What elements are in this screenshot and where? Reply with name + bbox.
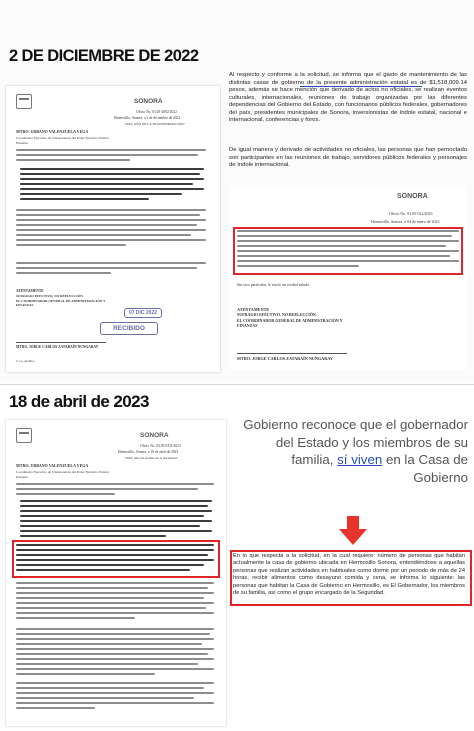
letter-motto-3: "2023, Año del Arcillo de la Ascensión" (124, 456, 179, 460)
excerpt-inhabitants: En lo que respecta a la solicitud, en la cual requiere: número de personas que habitan actualmente la casa de gobierno ubicada en Hermosillo Sonora, entendiéndose a aquellas personas que realizan actividades en habituales como dormir por un periodo de más de 24 horas, recibir alimentos como desayuno comida y cena, se informa lo siguiente: las personas que habitan la Casa de Gobierno en Hermosillo, es El Gobernador, los miembros de su familia, así como el grupo encargado de la Seguridad. (233, 553, 465, 597)
excerpt-overnight-guests: De igual manera y derivado de actividades no oficiales, las personas que han pernoctado son participantes en las reuniones de trabajo, servidores públicos federales y personajes de índole internacional. (229, 147, 467, 169)
office-reference-3: Oficio No. 03.05-0XX/2023 (140, 444, 181, 448)
red-arrow-down-icon (338, 516, 368, 546)
date-stamp: 07 DIC 2022 (124, 308, 162, 318)
headline-text-2: en la Casa de Gobierno (382, 452, 468, 485)
section-date-title: 2 DE DICIEMBRE DE 2022 (9, 47, 199, 65)
headline-family-lives (236, 416, 468, 486)
signer-name: MTRO. JORGE CARLOS ZATARAÍN NUNGARAY (16, 345, 99, 349)
carbon-copy: C.c.p. Archivo (16, 359, 35, 363)
recipient-name-3: MTRO. URBANO VALENZUELA VEGA (16, 463, 89, 468)
letter-city-date: Hermosillo, Sonora, a 2 de diciembre de 2022 (114, 116, 181, 120)
section-divider (0, 384, 474, 385)
letter-response-paragraph-2 (16, 262, 206, 277)
closing-role: EL COORDINADOR GENERAL DE ADMINISTRACIÓN Y FINANZAS (16, 299, 106, 308)
office-reference: Oficio No. 03.05-2082/2022 (136, 110, 177, 114)
letter3-request-quote (20, 500, 212, 540)
section-2023 (0, 386, 474, 731)
letter-city-date-3: Hermosillo, Sonora, a 18 de abril de 2023 (118, 450, 179, 454)
excerpt-maintenance-cost: Al respecto y conforme a la solicitud, se informa que el gasto de mantenimiento de las distintas casas de gobierno de la presente administración estatal es de $1,518,009.14 pesos, además se hace mención que derivado de actos no oficiales, se realizan eventos culturales, internacionales, reuniones de trabajo organizadas por las diferentes dependencias del Gobierno del Estado, con funcionarios públicos federales, gobernadores del país, presidentes municipales de Sonora, inversionistas de índole estatal, nacional e internacional, conferencias y foros. (229, 72, 467, 124)
signer-name-2: MTRO. JORGE CARLOS ZATARAÍN NUNGARAY (237, 356, 333, 361)
sonora-logo-3: SONORA (140, 432, 169, 439)
closing-role-2: EL COORDINADOR GENERAL DE ADMINISTRACIÓN Y FINANZAS (237, 318, 343, 328)
section-date-title-2: 18 de abril de 2023 (9, 392, 149, 411)
state-crest-logo-2 (16, 428, 32, 443)
closing-line-2: Sin otro particular, le envío un cordial saludo. (237, 282, 311, 287)
letter-request-quote (20, 168, 204, 203)
sonora-logo: SONORA (134, 98, 163, 105)
letter3-legal-paragraph-3 (16, 682, 214, 712)
headline-highlight: sí viven (337, 452, 383, 468)
state-crest-logo (16, 94, 32, 109)
recipient-role: Coordinador Ejecutivo de Transparencia del Poder Ejecutivo Estatal (16, 136, 109, 140)
official-letter-2022 (6, 86, 220, 372)
closing-atentamente: ATENTAMENTE (16, 289, 44, 293)
letter3-legal-paragraph (16, 582, 214, 622)
amount-underline (300, 86, 422, 87)
closing-atentamente-2: ATENTAMENTE (237, 307, 270, 312)
headline-text-1: Gobierno reconoce que el gobernador del Estado y los miembros de su familia, (243, 417, 468, 468)
letter-body-paragraph (16, 149, 206, 164)
letter-motto: "2022, AÑO DE LA TRANSFORMACIÓN" (124, 122, 186, 126)
received-stamp: RECIBIDO (100, 322, 158, 335)
letter3-intro (16, 483, 214, 498)
office-reference-2: Oficio No. 03.05-012/2023 (389, 211, 433, 216)
closing-motto-2: SUFRAGIO EFECTIVO. NO REELECCIÓN. (237, 312, 317, 317)
letter3-legal-paragraph-2 (16, 628, 214, 678)
recipient-salute-3: Presente. (16, 475, 29, 479)
letter-response-paragraph (16, 209, 206, 249)
recipient-role-3: Coordinador Ejecutivo de Transparencia del Poder Ejecutivo Estatal (16, 470, 109, 474)
highlight-frame-2022 (233, 227, 463, 275)
letter-city-date-2: Hermosillo, Sonora, a 04 de enero de 2023 (371, 219, 440, 224)
signature-line-2 (237, 353, 347, 354)
sonora-logo-2: SONORA (397, 193, 428, 200)
official-letter-2023-04 (6, 420, 226, 726)
recipient-name: MTRO. URBANO VALENZUELA VEGA (16, 129, 89, 134)
official-letter-2023-01 (229, 185, 467, 370)
signature-line (16, 342, 106, 343)
closing-motto: SUFRAGIO EFECTIVO, NO REELECCIÓN. (16, 294, 84, 298)
highlight-frame-letter (12, 540, 220, 578)
recipient-salute: Presente. (16, 141, 29, 145)
